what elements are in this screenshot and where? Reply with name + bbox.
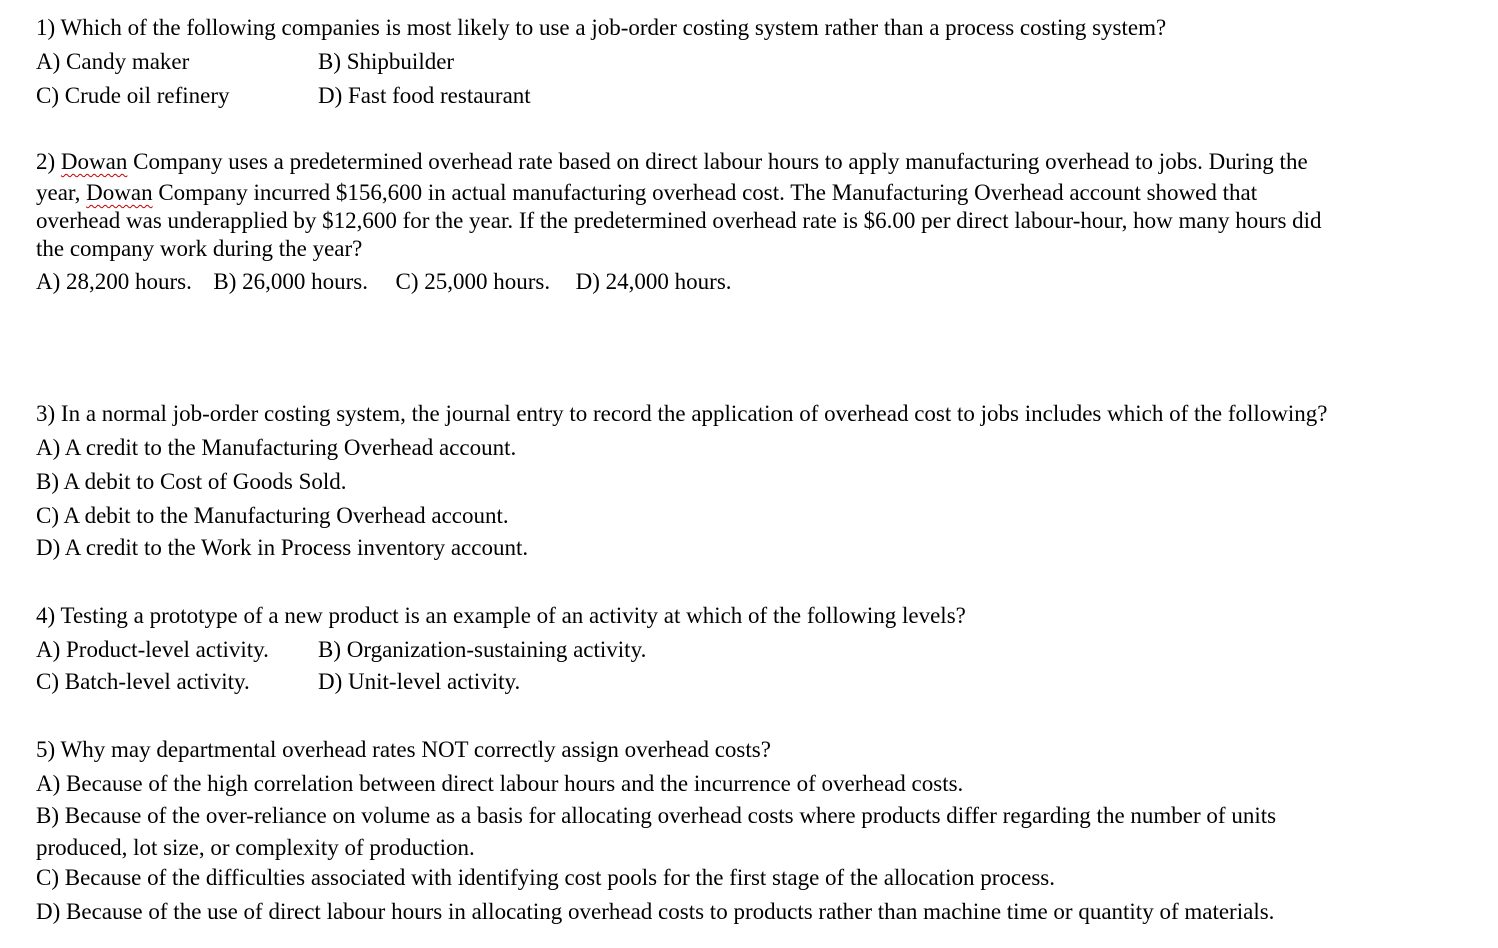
question-2-stem-line-2: year, Dowan Company incurred $156,600 in actual manufacturing overhead cost. The Manufacturing Overhead account showed that [36,180,1258,205]
question-2-option-a: A) 28,200 hours. [36,269,192,294]
question-2-option-b: B) 26,000 hours. [213,269,369,294]
question-4-stem [36,601,966,631]
question-4-number: 4) [36,603,56,628]
question-2-options [36,267,732,297]
question-1-number: 1) [36,15,56,40]
question-5-stem [36,735,771,765]
question-3-text: In a normal job-order costing system, the journal entry to record the application of overhead cost to jobs includes which of the following? [60,401,1328,426]
question-2-stem-line-3: overhead was underapplied by $12,600 for the year. If the predetermined overhead rate is $6.00 per direct labour-hour, how many hours did [36,208,1322,233]
question-1-option-a: A) Candy maker [36,49,190,74]
company-name-dowan: Dowan [60,149,128,174]
question-4-option-d: D) Unit-level activity. [318,669,521,694]
question-5-option-b: B) Because of the over-reliance on volume as a basis for allocating overhead costs where products differ regarding the number of units [36,803,1277,828]
question-5-number: 5) [36,737,56,762]
question-4-option-a: A) Product-level activity. [36,637,269,662]
question-3-option-b: B) A debit to Cost of Goods Sold. [36,469,347,494]
question-4-text: Testing a prototype of a new product is an example of an activity at which of the following levels? [60,603,966,628]
question-2-option-c: C) 25,000 hours. [395,269,551,294]
question-4-option-b: B) Organization-sustaining activity. [318,637,647,662]
question-3-option-d: D) A credit to the Work in Process inventory account. [36,535,529,560]
question-1-option-d: D) Fast food restaurant [318,83,531,108]
question-3-number: 3) [36,401,56,426]
question-5-option-c: C) Because of the difficulties associated with identifying cost pools for the first stage of the allocation process. [36,865,1055,890]
company-name-dowan: Dowan [86,180,153,205]
question-1-option-c: C) Crude oil refinery [36,83,230,108]
question-3-stem [36,399,1328,429]
question-2-option-d: D) 24,000 hours. [575,269,732,294]
question-3-option-c: C) A debit to the Manufacturing Overhead account. [36,503,509,528]
question-1-option-b: B) Shipbuilder [318,49,455,74]
question-4-option-c: C) Batch-level activity. [36,669,250,694]
question-5-option-a: A) Because of the high correlation between direct labour hours and the incurrence of overhead costs. [36,771,964,796]
question-5-option-b-continued: produced, lot size, or complexity of production. [36,835,475,860]
question-2-stem-line-1: 2) Dowan Company uses a predetermined overhead rate based on direct labour hours to apply manufacturing overhead to jobs. During the [36,149,1308,174]
question-5-option-d: D) Because of the use of direct labour hours in allocating overhead costs to products rather than machine time or quantity of materials. [36,899,1275,924]
question-5-text: Why may departmental overhead rates NOT correctly assign overhead costs? [60,737,771,762]
question-3-option-a: A) A credit to the Manufacturing Overhead account. [36,435,517,460]
question-1-stem [36,13,1166,43]
question-2-number: 2) [36,149,56,174]
question-1-text: Which of the following companies is most likely to use a job-order costing system rather than a process costing system? [60,15,1167,40]
question-2-stem-line-4: the company work during the year? [36,236,363,261]
